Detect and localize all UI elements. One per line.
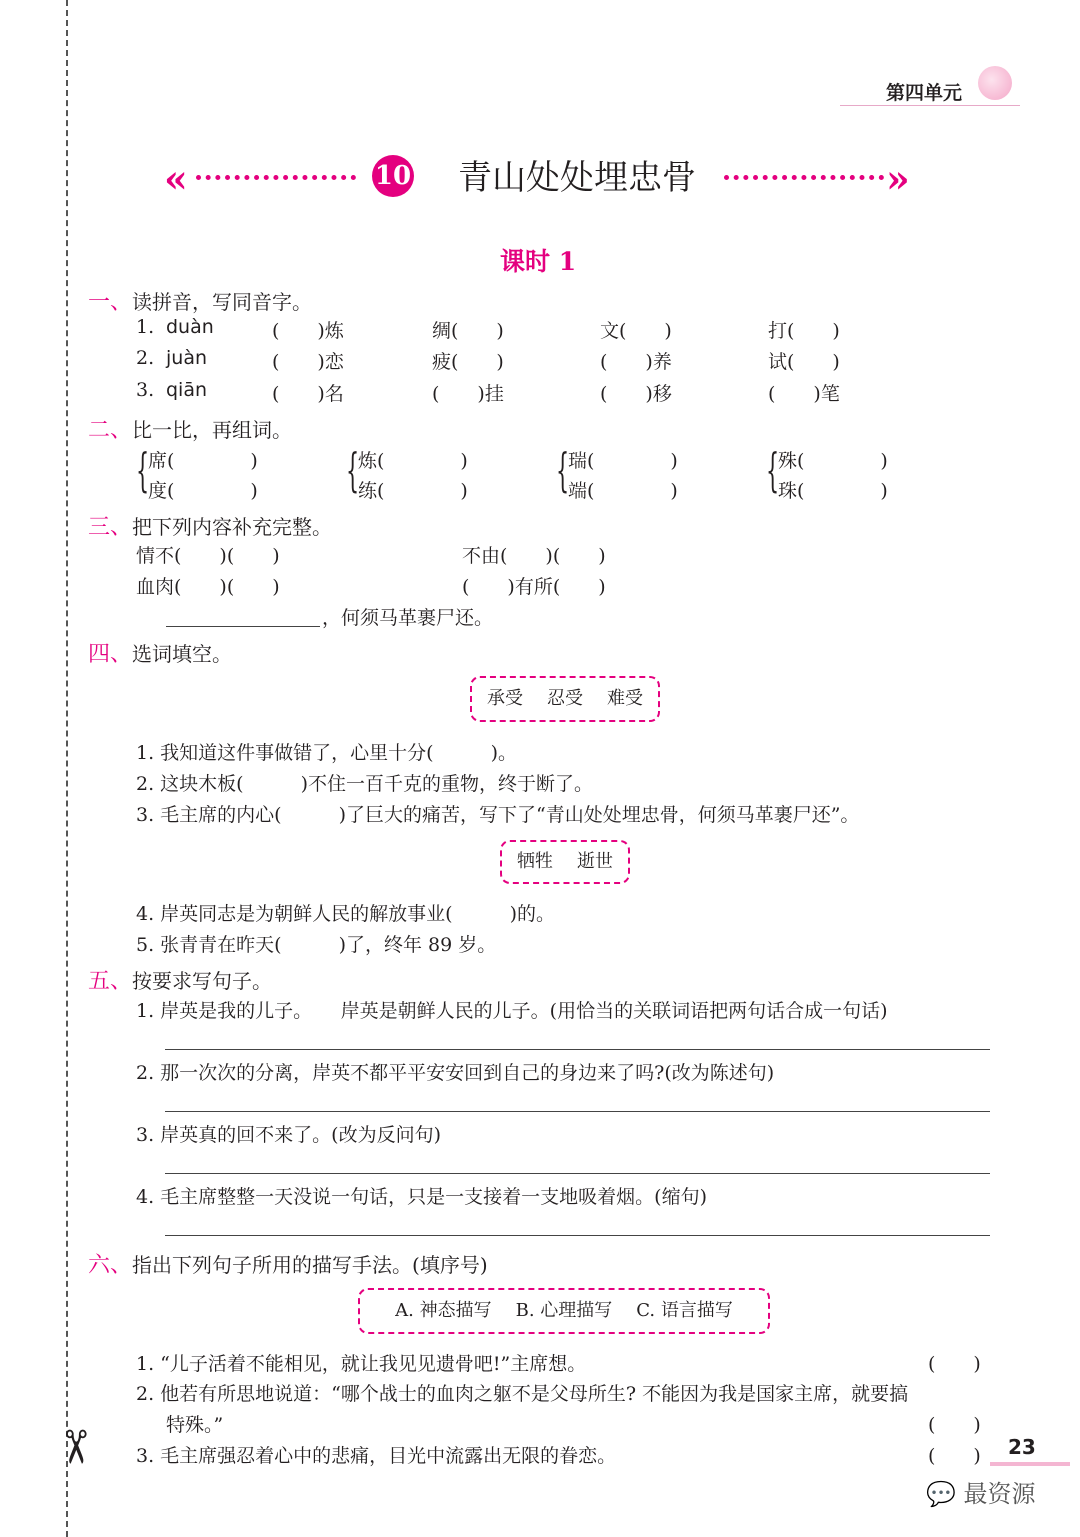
method-choice: B. 心理描写 [515, 1300, 613, 1321]
section-title: 读拼音，写同音字。 [132, 290, 313, 314]
s4-question-4[interactable]: 4. 岸英同志是为朝鲜人民的解放事业( )的。 [136, 903, 555, 925]
page-number: 23 [1008, 1435, 1036, 1459]
s2-pair-1-a[interactable]: 席( ) [148, 450, 258, 472]
s1-row-1-blank-4[interactable]: 打( ) [768, 320, 840, 342]
section-title: 比一比，再组词。 [132, 418, 293, 442]
s1-row-3-blank-2[interactable]: ( )挂 [432, 383, 504, 405]
s6-answer-3[interactable]: ( ) [928, 1445, 981, 1467]
chat-icon: 💬 [926, 1480, 956, 1508]
watermark [926, 1474, 1036, 1509]
flower-icon [978, 66, 1012, 100]
word-choice: 忍受 [547, 688, 583, 709]
section-3-heading [88, 510, 332, 541]
s2-pair-2-a[interactable]: 炼( ) [358, 450, 468, 472]
s4-question-3[interactable]: 3. 毛主席的内心( )了巨大的痛苦，写下了“青山处处埋忠骨，何须马革裹尸还”。 [136, 804, 860, 826]
section-number: 一、 [88, 290, 133, 315]
s5-question-3: 3. 岸英真的回不来了。(改为反问句) [136, 1124, 441, 1146]
s5-question-1: 1. 岸英是我的儿子。 岸英是朝鲜人民的儿子。(用恰当的关联词语把两句话合成一句话) [136, 1000, 888, 1022]
s1-row-1-idx: 1. [136, 316, 155, 338]
page-number-bar [990, 1462, 1070, 1466]
session-title: 课时 1 [500, 247, 577, 276]
watermark-text: 最资源 [963, 1480, 1036, 1508]
s1-row-2-blank-1[interactable]: ( )恋 [272, 351, 344, 373]
s1-row-3-blank-1[interactable]: ( )名 [272, 383, 344, 405]
s3-idiom-2[interactable]: 不由( )( ) [462, 545, 606, 567]
s2-pair-2-b[interactable]: 练( ) [358, 480, 468, 502]
section-4-heading [88, 637, 232, 668]
word-choice-box-1 [470, 676, 660, 722]
s4-question-1[interactable]: 1. 我知道这件事做错了，心里十分( )。 [136, 742, 517, 764]
double-chevron-right-icon: » [886, 156, 910, 201]
s2-pair-4-b[interactable]: 珠( ) [778, 480, 888, 502]
s1-row-3-idx: 3. [136, 379, 155, 401]
s3-idiom-1[interactable]: 情不( )( ) [136, 545, 280, 567]
s3-poem-blank[interactable] [166, 626, 320, 627]
s6-question-2-cont: 特殊。” [166, 1414, 224, 1436]
s6-question-2: 2. 他若有所思地说道：“哪个战士的血肉之躯不是父母所生? 不能因为我是国家主席，就要搞 [136, 1383, 909, 1405]
s2-pair-3-b[interactable]: 端( ) [568, 480, 678, 502]
cut-line [66, 0, 68, 1537]
brace-icon: { [136, 443, 150, 497]
brace-icon: { [556, 443, 570, 497]
section-5-heading [88, 964, 272, 995]
s5-answer-line-1[interactable] [165, 1049, 990, 1050]
section-number: 四、 [88, 642, 133, 667]
s5-question-2: 2. 那一次次的分离，岸英不都平平安安回到自己的身边来了吗?(改为陈述句) [136, 1062, 775, 1084]
s5-answer-line-4[interactable] [165, 1235, 990, 1236]
s1-row-1-blank-2[interactable]: 绸( ) [432, 320, 504, 342]
s1-row-1-pinyin: duàn [166, 316, 214, 338]
word-choice-box-2 [500, 840, 630, 884]
word-choice: 难受 [607, 688, 643, 709]
section-1-heading [88, 285, 312, 316]
section-number: 三、 [88, 515, 133, 540]
double-chevron-left-icon: « [164, 156, 188, 201]
s1-row-2-blank-2[interactable]: 疲( ) [432, 351, 504, 373]
s4-question-2[interactable]: 2. 这块木板( )不住一百千克的重物，终于断了。 [136, 773, 593, 795]
method-choice: C. 语言描写 [636, 1300, 733, 1321]
s6-answer-1[interactable]: ( ) [928, 1353, 981, 1375]
s1-row-1-blank-1[interactable]: ( )炼 [272, 320, 344, 342]
s1-row-3-blank-3[interactable]: ( )移 [600, 383, 672, 405]
s1-row-3-pinyin: qiān [166, 379, 208, 401]
s2-pair-4-a[interactable]: 殊( ) [778, 450, 888, 472]
title-dots-left [196, 175, 356, 180]
s6-answer-2[interactable]: ( ) [928, 1414, 981, 1436]
s3-poem-line: ，何须马革裹尸还。 [322, 607, 494, 629]
section-number: 二、 [88, 418, 133, 443]
section-title: 指出下列句子所用的描写手法。(填序号) [132, 1253, 488, 1277]
s1-row-2-blank-4[interactable]: 试( ) [768, 351, 840, 373]
s3-idiom-3[interactable]: 血肉( )( ) [136, 576, 280, 598]
s1-row-2-idx: 2. [136, 347, 155, 369]
brace-icon: { [766, 443, 780, 497]
section-6-heading [88, 1248, 488, 1279]
word-choice: 承受 [487, 688, 523, 709]
s2-pair-3-a[interactable]: 瑞( ) [568, 450, 678, 472]
s4-question-5[interactable]: 5. 张青青在昨天( )了，终年 89 岁。 [136, 934, 497, 956]
lesson-number-badge: 10 [372, 155, 414, 197]
word-choice: 逝世 [577, 851, 613, 872]
method-choice: A. 神态描写 [395, 1300, 492, 1321]
unit-underline [840, 105, 1020, 106]
s5-answer-line-2[interactable] [165, 1111, 990, 1112]
method-choice-box [358, 1288, 770, 1334]
section-title: 选词填空。 [132, 642, 233, 666]
lesson-title: 青山处处埋忠骨 [458, 158, 696, 198]
s1-row-3-blank-4[interactable]: ( )笔 [768, 383, 840, 405]
s5-answer-line-3[interactable] [165, 1173, 990, 1174]
section-2-heading [88, 413, 292, 444]
s2-pair-1-b[interactable]: 度( ) [148, 480, 258, 502]
s3-idiom-4[interactable]: ( )有所( ) [462, 576, 606, 598]
word-choice: 牺牲 [517, 851, 553, 872]
s6-question-3: 3. 毛主席强忍着心中的悲痛，目光中流露出无限的眷恋。 [136, 1445, 617, 1467]
brace-icon: { [346, 443, 360, 497]
section-number: 五、 [88, 969, 133, 994]
s6-question-1: 1. “儿子活着不能相见，就让我见见遗骨吧!”主席想。 [136, 1353, 587, 1375]
s5-question-4: 4. 毛主席整整一天没说一句话，只是一支接着一支地吸着烟。(缩句) [136, 1186, 707, 1208]
s1-row-2-pinyin: juàn [166, 347, 208, 369]
unit-title: 第四单元 [886, 82, 963, 104]
section-number: 六、 [88, 1253, 133, 1278]
s1-row-2-blank-3[interactable]: ( )养 [600, 351, 672, 373]
section-title: 把下列内容补充完整。 [132, 515, 333, 539]
s1-row-1-blank-3[interactable]: 文( ) [600, 320, 672, 342]
title-dots-right [724, 175, 884, 180]
scissors-icon: ✂ [48, 1427, 103, 1467]
section-title: 按要求写句子。 [132, 969, 273, 993]
